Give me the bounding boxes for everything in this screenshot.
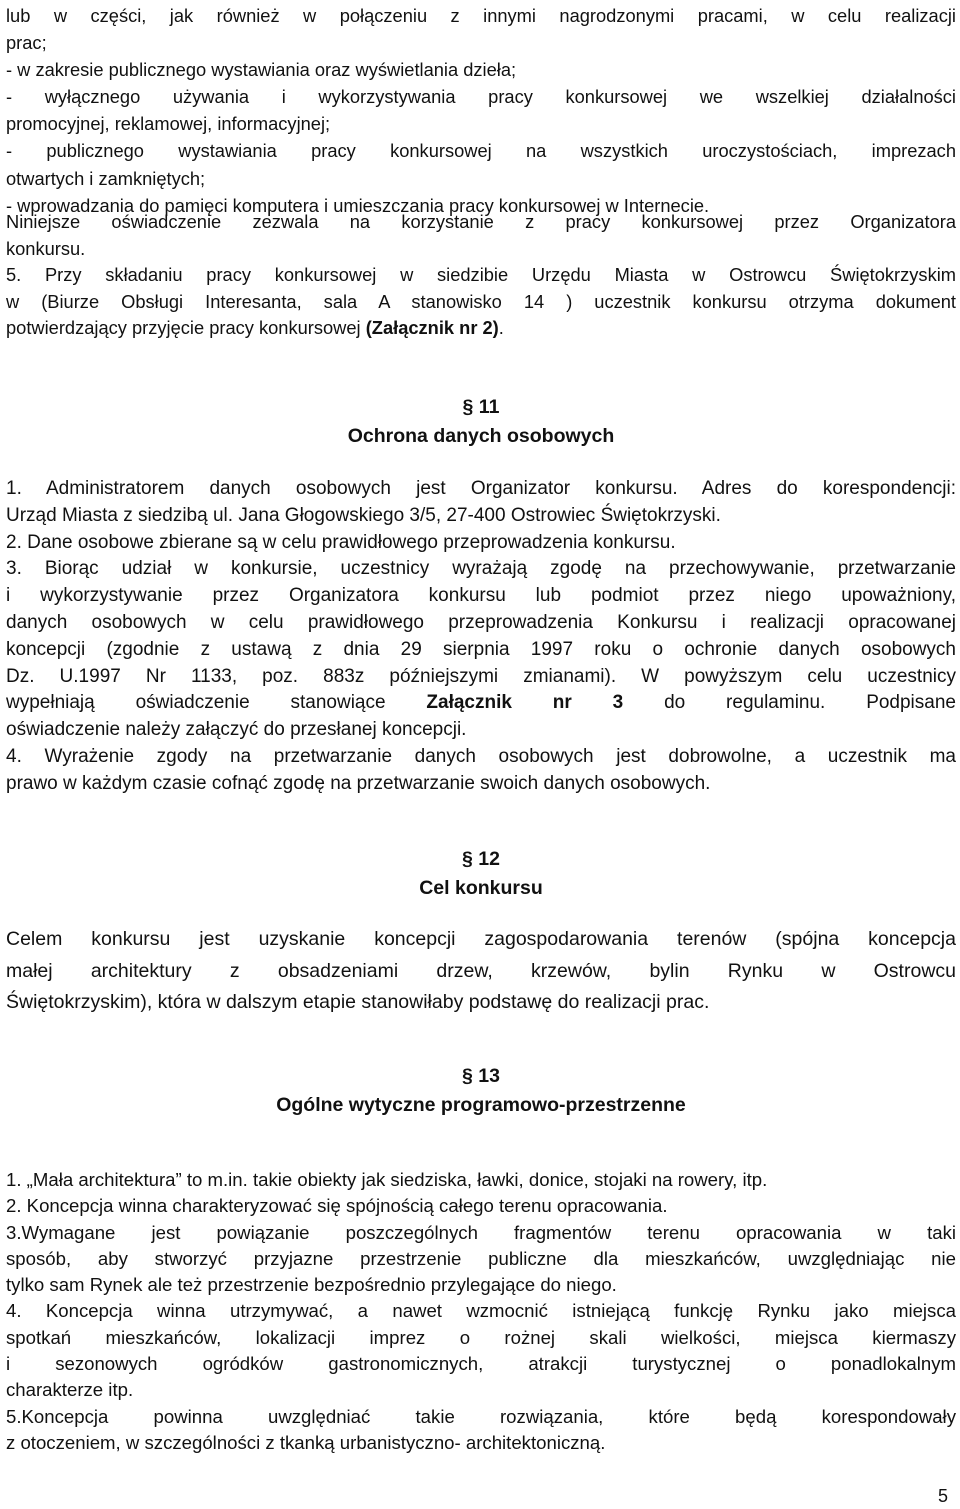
text-line: w (Biurze Obsługi Interesanta, sala A stanowisko 14 ) uczestnik konkursu otrzyma dokument: [6, 290, 956, 312]
section-heading-13: [6, 1062, 956, 1120]
text-line: prac;: [6, 32, 47, 54]
text-line: 2. Koncepcja winna charakteryzować się spójnością całego terenu opracowania.: [6, 1195, 668, 1217]
text-line: - w zakresie publicznego wystawiania oraz wyświetlania dzieła;: [6, 59, 517, 81]
text-line: i wykorzystywanie przez Organizatora konkursu lub podmiot przez niego upoważniony,: [6, 585, 956, 607]
text-line: 4. Wyrażenie zgody na przetwarzanie danych osobowych jest dobrowolne, a uczestnik ma: [6, 745, 956, 767]
text-line: lub w części, jak również w połączeniu z innymi nagrodzonymi pracami, w celu realizacji: [6, 5, 956, 26]
text-line: Dz. U.1997 Nr 1133, poz. 883z późniejszymi zmianami). W powyższym celu uczestnicy: [6, 665, 956, 687]
text-line: 4. Koncepcja winna utrzymywać, a nawet wzmocnić istniejącą funkcję Rynku jako miejsca: [6, 1300, 956, 1322]
text-line: [6, 315, 956, 342]
text-line: 5.Koncepcja powinna uwzględniać takie rozwiązania, które będą korespondowały: [6, 1405, 956, 1427]
text-line: spotkań mieszkańców, lokalizacji imprez o rożnej skali wielkości, miejsca kiermaszy: [6, 1326, 956, 1348]
text-fragment: .: [498, 317, 504, 338]
text-line: koncepcji (zgodnie z ustawą z dnia 29 sierpnia 1997 roku o ochronie danych osobowych: [6, 638, 956, 660]
text-line: konkursu.: [6, 237, 86, 259]
text-fragment: wypełniają oświadczenie stanowiące: [6, 692, 427, 714]
contest-goal-paragraph: [6, 924, 956, 1019]
section-number: § 12: [462, 848, 500, 870]
text-line: Niniejsze oświadczenie zezwala na korzystanie z pracy konkursowej przez Organizatora: [6, 211, 956, 232]
text-line: tylko sam Rynek ale też przestrzenie bezpośrednio przylegające do niego.: [6, 1274, 617, 1296]
text-line: 1. Administratorem danych osobowych jest Organizator konkursu. Adres do korespondencji:: [6, 478, 956, 499]
attachment-reference: (Załącznik nr 2): [365, 317, 499, 338]
text-line: otwartych i zamkniętych;: [6, 167, 206, 189]
section-title: Ochrona danych osobowych: [347, 425, 615, 447]
text-line: - wyłącznego używania i wykorzystywania pracy konkursowej we wszelkiej działalności: [6, 86, 956, 108]
text-line: Świętokrzyskim), która w dalszym etapie stanowiłaby podstawę do realizacji prac.: [6, 991, 710, 1013]
text-line: sposób, aby stworzyć przyjazne przestrzenie publiczne dla mieszkańców, uwzględniając nie: [6, 1247, 956, 1269]
section-title: Cel konkursu: [419, 877, 543, 899]
text-line: [6, 690, 956, 717]
guidelines-list: [6, 1167, 956, 1456]
text-line: - wprowadzania do pamięci komputera i umieszczania pracy konkursowej w Internecie.: [6, 194, 710, 216]
text-fragment: potwierdzający przyjęcie pracy konkursowej: [6, 317, 366, 338]
text-line: 1. „Mała architektura” to m.in. takie obiekty jak siedziska, ławki, donice, stojaki na rowery, itp.: [6, 1169, 768, 1190]
text-line: charakterze itp.: [6, 1379, 134, 1401]
text-line: i sezonowych ogródków gastronomicznych, atrakcji turystycznej o ponadlokalnym: [6, 1353, 956, 1375]
text-line: z otoczeniem, w szczególności z tkanką urbanistyczno- architektoniczną.: [6, 1431, 606, 1453]
page-number: 5: [938, 1486, 949, 1506]
attachment-reference: Załącznik nr 3: [426, 692, 624, 714]
section-number: § 11: [462, 396, 500, 418]
rights-list: [6, 2, 956, 219]
section-heading-11: [6, 393, 956, 451]
section-heading-12: [6, 845, 956, 903]
section-title: Ogólne wytyczne programowo-przestrzenne: [276, 1094, 686, 1116]
text-line: danych osobowych w celu prawidłowego przeprowadzenia Konkursu i realizacji opracowanej: [6, 611, 956, 633]
text-line: prawo w każdym czasie cofnąć zgodę na przetwarzanie swoich danych osobowych.: [6, 772, 711, 794]
text-line: 5. Przy składaniu pracy konkursowej w siedzibie Urzędu Miasta w Ostrowcu Świętokrzyskim: [6, 264, 956, 285]
section-number: § 13: [462, 1065, 500, 1087]
text-line: - publicznego wystawiania pracy konkursowej na wszystkich uroczystościach, imprezach: [6, 140, 956, 162]
text-line: promocyjnej, reklamowej, informacyjnej;: [6, 113, 331, 135]
text-line: oświadczenie należy załączyć do przesłanej koncepcji.: [6, 719, 467, 741]
consent-paragraph: [6, 209, 956, 342]
text-line: 3. Biorąc udział w konkursie, uczestnicy wyrażają zgodę na przechowywanie, przetwarzanie: [6, 558, 956, 580]
text-line: małej architektury z obsadzeniami drzew, krzewów, bylin Rynku w Ostrowcu: [6, 959, 956, 982]
text-line: 2. Dane osobowe zbierane są w celu prawidłowego przeprowadzenia konkursu.: [6, 531, 676, 553]
text-fragment: do regulaminu. Podpisane: [623, 692, 956, 714]
text-line: 3.Wymagane jest powiązanie poszczególnych fragmentów terenu opracowania w taki: [6, 1221, 956, 1243]
data-protection-section: [6, 476, 956, 798]
text-line: Celem konkursu jest uzyskanie koncepcji zagospodarowania terenów (spójna koncepcja: [6, 928, 956, 950]
text-line: Urząd Miasta z siedzibą ul. Jana Głogowskiego 3/5, 27-400 Ostrowiec Świętokrzyski.: [6, 504, 721, 526]
